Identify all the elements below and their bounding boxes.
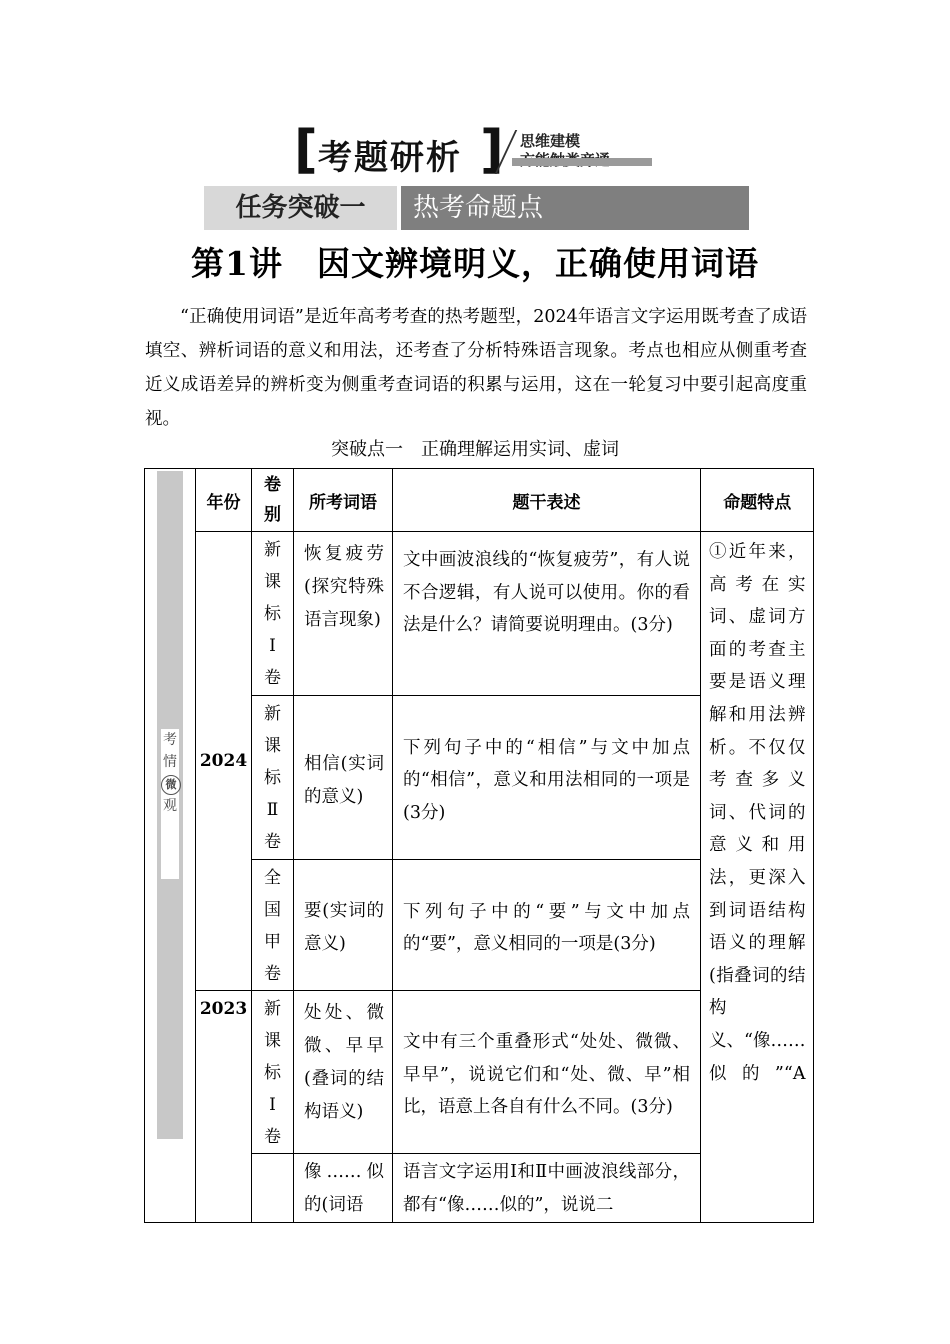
task-label: 任务突破一 [204, 186, 397, 230]
header-year: 年份 [196, 469, 252, 532]
side-label [161, 729, 179, 879]
side-label-cell [145, 469, 196, 1223]
header-juan [252, 469, 294, 532]
juan-char: 卷 [264, 1127, 281, 1147]
task-bar [204, 186, 749, 230]
lecture-title: 第1讲 因文辨境明义，正确使用词语 [191, 244, 759, 283]
header-stem: 题干表述 [393, 469, 701, 532]
juan-char: 标 [264, 604, 281, 624]
task-topic: 热考命题点 [401, 186, 749, 230]
right-bracket: ] [480, 120, 504, 180]
word-cell: 像……似的(词语 [294, 1154, 393, 1223]
exam-table [144, 468, 814, 1223]
header-juan-top: 卷 [264, 475, 281, 495]
juan-char: 甲 [264, 932, 281, 952]
stem-cell: 下列句子中的“要”与文中加点的“要”，意义相同的一项是(3分) [393, 860, 701, 991]
juan-char: 卷 [264, 964, 281, 984]
juan-char: 新 [264, 704, 281, 724]
banner-strip [512, 158, 652, 166]
juan-cell [252, 532, 294, 696]
left-bracket: [ [294, 120, 318, 180]
juan-char: 卷 [264, 668, 281, 688]
year-cell: 2024 [196, 532, 252, 991]
juan-char: 课 [264, 572, 281, 592]
juan-char: 课 [264, 1031, 281, 1051]
stem-cell: 文中有三个重叠形式“处处、微微、早早”，说说它们和“处、微、早”相比，语意上各自有什么不同。(3分) [393, 991, 701, 1154]
juan-char: Ⅰ [269, 636, 276, 656]
juan-cell [252, 991, 294, 1154]
feature-cell: ①近年来，高考在实词、虚词方面的考查主要是语义理解和用法辨析。不仅仅考查多义词、代词的意义和用法，更深入到词语结构语义的理解(指叠词的结构义、“像……似的”“A [701, 532, 814, 1223]
word-cell: 相信(实词的意义) [294, 696, 393, 860]
juan-char: 课 [264, 736, 281, 756]
juan-char: 全 [264, 868, 281, 888]
stem-cell: 语言文字运用Ⅰ和Ⅱ中画波浪线部分，都有“像……似的”，说说二 [393, 1154, 701, 1223]
header-juan-bottom: 别 [264, 505, 281, 525]
side-char-4: 观 [163, 798, 177, 814]
table-row [145, 532, 814, 696]
juan-cell [252, 696, 294, 860]
juan-char: 新 [264, 999, 281, 1019]
juan-char: Ⅱ [266, 800, 279, 820]
side-char-2: 情 [163, 754, 177, 770]
header-word: 所考词语 [294, 469, 393, 532]
banner-title: 考题研析 [318, 138, 462, 178]
word-cell: 处处、微微、早早(叠词的结构语义) [294, 991, 393, 1154]
juan-cell [252, 1154, 294, 1223]
juan-char: 标 [264, 768, 281, 788]
header-feature: 命题特点 [701, 469, 814, 532]
year-cell: 2023 [196, 991, 252, 1223]
stem-cell: 下列句子中的“相信”与文中加点的“相信”，意义和用法相同的一项是(3分) [393, 696, 701, 860]
intro-paragraph [145, 300, 807, 436]
word-cell: 恢复疲劳(探究特殊语言现象) [294, 532, 393, 696]
juan-char: 新 [264, 540, 281, 560]
section-title: 突破点一 正确理解运用实词、虚词 [331, 439, 619, 460]
intro-text: “正确使用词语”是近年高考考查的热考题型，2024年语言文字运用既考查了成语填空、辨析词语的意义和用法，还考查了分析特殊语言现象。考点也相应从侧重考查近义成语差异的辨析变为侧重考查词语的积累与运用，这在一轮复习中要引起高度重视。 [145, 307, 807, 429]
side-char-3: 微 [161, 775, 181, 795]
section-banner [0, 0, 950, 180]
juan-char: 国 [264, 900, 281, 920]
juan-cell [252, 860, 294, 991]
stem-cell: 文中画波浪线的“恢复疲劳”，有人说不合逻辑，有人说可以使用。你的看法是什么？请简要说明理由。(3分) [393, 532, 701, 696]
juan-char: 标 [264, 1063, 281, 1083]
word-cell: 要(实词的意义) [294, 860, 393, 991]
banner-slogan-line1: 思维建模 [520, 132, 581, 150]
juan-char: Ⅰ [269, 1095, 276, 1115]
juan-char: 卷 [264, 832, 281, 852]
side-char-1: 考 [163, 732, 177, 748]
